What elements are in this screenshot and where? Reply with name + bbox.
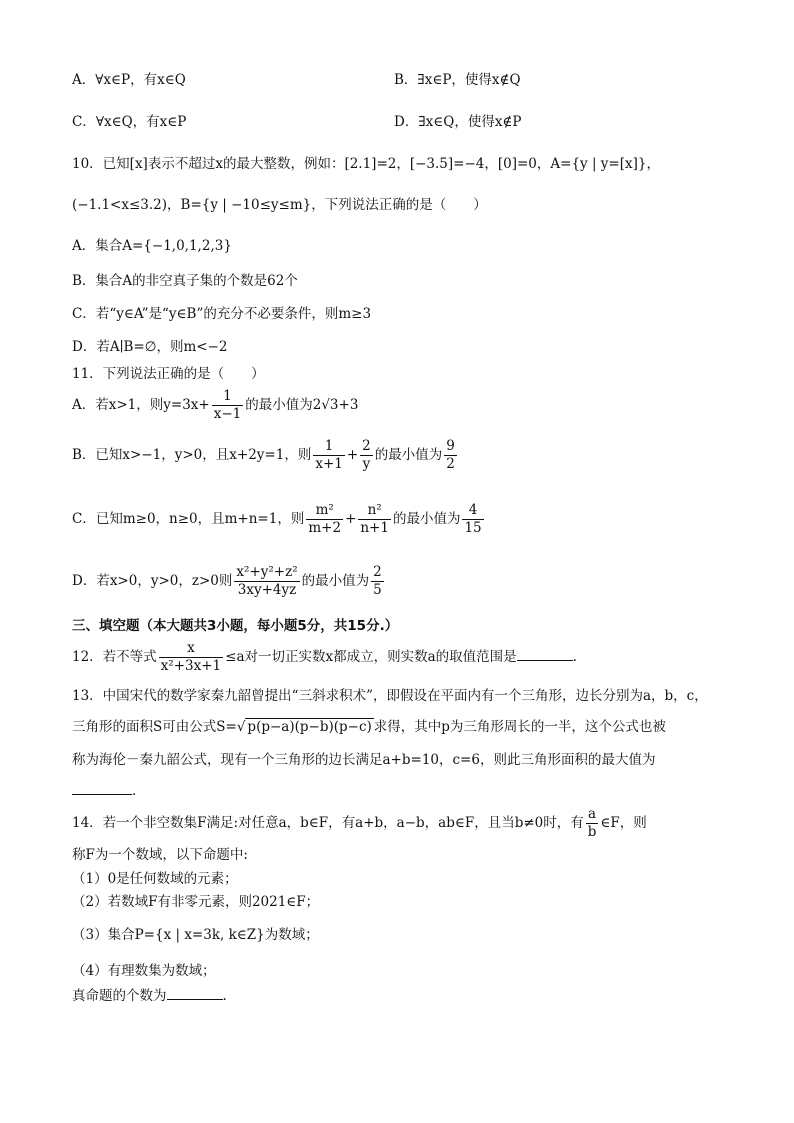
q12-text-pre: 12．若不等式 [72, 649, 157, 665]
fraction-denominator: m+2 [308, 520, 342, 536]
fraction-numerator: 4 [462, 502, 483, 520]
q11c-fraction-1 [306, 502, 343, 537]
fraction-denominator: x²+3x+1 [160, 658, 222, 674]
fraction-numerator: 1 [212, 388, 244, 406]
q14-line2: 称F为一个数域，以下命题中: [72, 847, 248, 863]
q11b-text-post: 的最小值为 [374, 447, 443, 463]
q13-line3: 称为海伦－秦九韶公式，现有一个三角形的边长满足a+b=10，c=6，则此三角形面积的最大值为 [72, 752, 656, 768]
fraction-denominator: x+1 [315, 456, 343, 472]
fraction-denominator: 5 [373, 582, 382, 598]
fraction-denominator: y [362, 456, 371, 472]
q11b-text-pre: B．已知x>−1，y>0，且x+2y=1，则 [72, 447, 312, 463]
fraction-numerator: 2 [373, 564, 382, 580]
fraction-numerator: 1 [313, 438, 345, 456]
q13-line1: 13．中国宋代的数学家秦九韶曾提出“三斜求积术”，即假设在平面内有一个三角形，边长分别为a，b，c， [72, 688, 708, 704]
q13-sqrt-content: p(p−a)(p−b)(p−c) [247, 719, 372, 735]
q11d-text-post: 的最小值为 [301, 573, 370, 589]
q11d-text-pre: D．若x>0，y>0，z>0则 [72, 573, 233, 589]
q9-option-c: C．∀x∈Q，有x∈P [72, 114, 187, 130]
q10-option-d: D．若A∣B=∅，则m<−2 [72, 339, 228, 355]
fraction-numerator: x²+y²+z² [236, 564, 298, 580]
q14-item-1: （1）0是任何数域的元素； [72, 871, 238, 887]
q11a-fraction [212, 388, 244, 423]
q11a-text-post: 的最小值为2√3+3 [245, 397, 359, 413]
q12 [72, 640, 577, 675]
q12-text-post: ≤a对一切正实数x都成立，则实数a的取值范围是 [225, 649, 517, 665]
q11c-text-post: 的最小值为 [392, 511, 461, 527]
q14-item-3: （3）集合P={x | x=3k, k∈Z}为数域； [72, 927, 319, 943]
q14-end: . [222, 988, 227, 1004]
answer-blank [167, 985, 223, 1000]
fraction-numerator: 9 [446, 438, 455, 454]
q13-end: . [132, 783, 137, 799]
q14-last [72, 985, 227, 1006]
fraction-denominator: 15 [464, 520, 482, 536]
q9-option-d: D．∃x∈Q，使得x∉P [394, 114, 522, 130]
q14-last-text: 真命题的个数为 [72, 988, 167, 1004]
q11d-answer-fraction [371, 564, 384, 599]
q13-line2-post: 求得，其中p为三角形周长的一半，这个公式也被 [373, 719, 666, 735]
q11-option-c [72, 502, 486, 537]
q11d-fraction [234, 564, 299, 599]
q14-fraction [586, 806, 599, 841]
q10-stem-line1: 10．已知[x]表示不超过x的最大整数，例如：[2.1]=2，[−3.5]=−4，[0]=0，A={y | y=[x]}， [72, 156, 660, 172]
q10-stem-line2: (−1.1<x≤3.2)，B={y | −10≤y≤m}，下列说法正确的是（ ） [72, 197, 487, 213]
q11c-answer-fraction [462, 502, 483, 537]
q11-stem: 11．下列说法正确的是（ ） [72, 366, 265, 382]
plus-sign: + [345, 511, 357, 527]
fraction-denominator: n+1 [360, 520, 389, 536]
q10-option-c: C．若“y∈A”是“y∈B”的充分不必要条件，则m≥3 [72, 306, 372, 322]
q10-option-a: A．集合A={−1,0,1,2,3} [72, 238, 232, 254]
q11b-fraction-1 [313, 438, 345, 473]
q10-option-b: B．集合A的非空真子集的个数是62个 [72, 273, 298, 289]
q11a-text-pre: A．若x>1，则y=3x+ [72, 397, 210, 413]
fraction-numerator: 2 [362, 438, 371, 454]
fraction-denominator: 2 [446, 456, 455, 472]
answer-blank [72, 780, 132, 795]
plus-sign: + [346, 447, 359, 463]
q13-line4 [72, 780, 136, 801]
q12-end: . [572, 649, 577, 665]
q11c-fraction-2 [358, 502, 391, 537]
q11-option-a [72, 388, 358, 423]
q9-option-a: A．∀x∈P，有x∈Q [72, 72, 186, 88]
q11-option-d [72, 564, 386, 599]
sqrt-icon: √ [236, 719, 246, 735]
section-heading-fill-in: 三、填空题（本大题共3小题，每小题5分，共15分.） [72, 618, 399, 634]
q11b-answer-fraction [444, 438, 457, 473]
fraction-numerator: a [586, 806, 599, 824]
q13-line2-pre: 三角形的面积S可由公式S= [72, 719, 237, 735]
q13-line2 [72, 717, 666, 737]
fraction-numerator: m² [306, 502, 343, 520]
q14-line1-pre: 14．若一个非空数集F满足:对任意a，b∈F，有a+b，a−b，ab∈F，且当b≠0时，有 [72, 815, 584, 831]
fraction-denominator: b [587, 824, 597, 840]
answer-blank [517, 646, 573, 661]
q11b-fraction-2 [360, 438, 373, 473]
q9-option-b: B．∃x∈P，使得x∉Q [394, 72, 521, 88]
fraction-numerator: n² [358, 502, 391, 520]
q14-item-2: （2）若数域F有非零元素，则2021∈F； [72, 894, 320, 910]
fraction-denominator: 3xy+4yz [237, 582, 297, 598]
q11c-text-pre: C．已知m≥0，n≥0，且m+n=1，则 [72, 511, 305, 527]
q12-fraction [159, 640, 223, 675]
q14-item-4: （4）有理数集为数域； [72, 963, 216, 979]
q14-line1 [72, 806, 647, 841]
fraction-numerator: x [159, 640, 223, 658]
fraction-denominator: x−1 [213, 406, 242, 422]
q14-line1-post: ∈F，则 [600, 815, 647, 831]
q11-option-b [72, 438, 459, 473]
